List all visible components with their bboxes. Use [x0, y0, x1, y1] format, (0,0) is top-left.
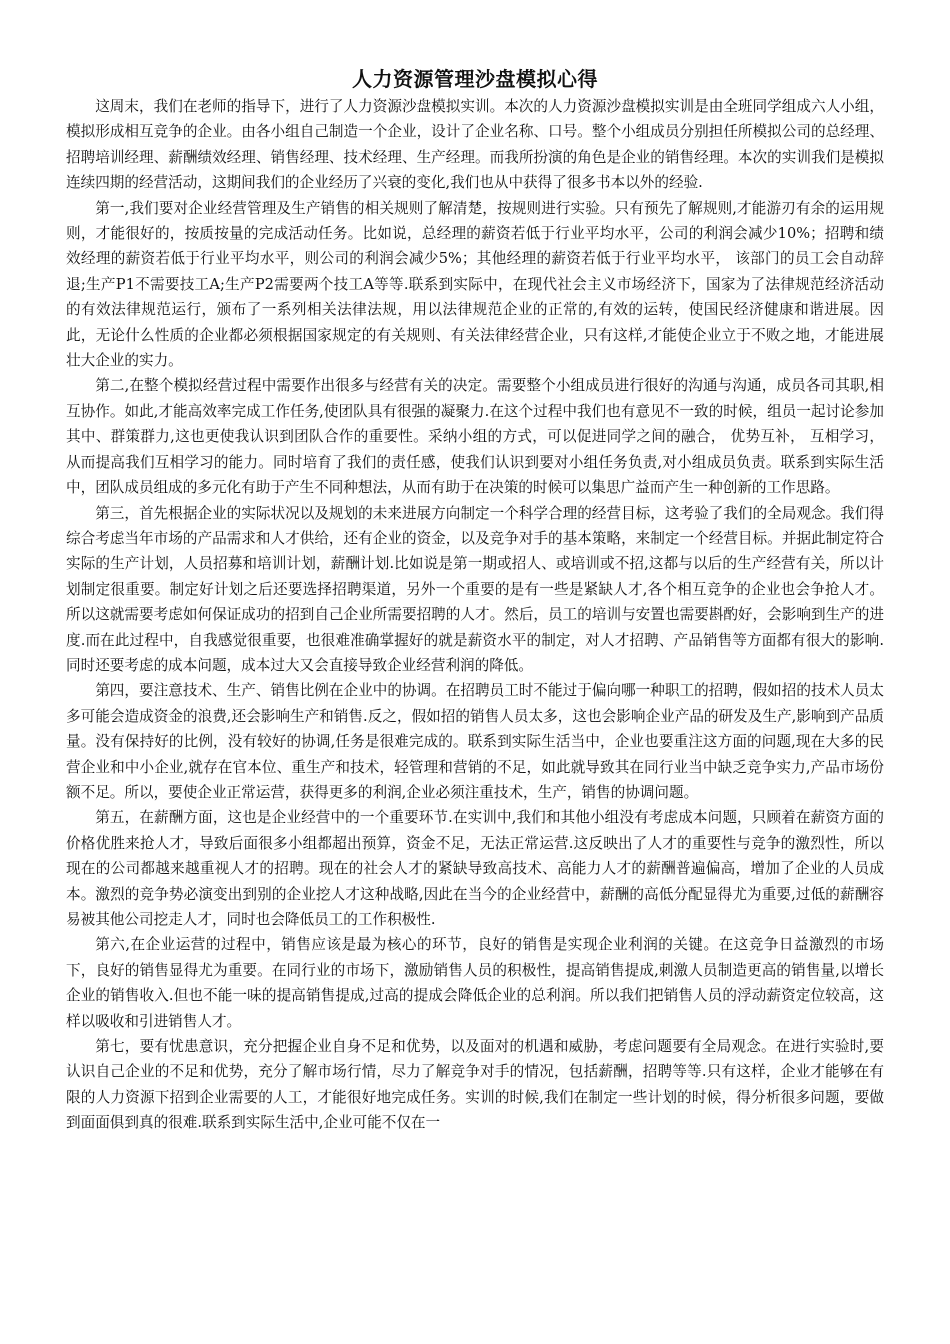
document-body [66, 94, 884, 1136]
paragraph-fourth-point: 第四，要注意技术、生产、销售比例在企业中的协调。在招聘员工时不能过于偏向哪一种职工的招聘，假如招的技术人员太多可能会造成资金的浪费,还会影响生产和销售.反之，假如招的销售人员太多，这也会影响企业产品的研发及生产,影响到产品质量。没有保持好的比例，没有较好的协调,任务是很难完成的。联系到实际生活当中，企业也要重注这方面的问题,现在大多的民营企业和中小企业,就存在官本位、重生产和技术，轻管理和营销的不足，如此就导致其在同行业当中缺乏竞争实力,产品市场份额不足。所以，要使企业正常运营，获得更多的利润,企业必须注重技术，生产，销售的协调问题。 [66, 682, 884, 801]
paragraph-third-point: 第三，首先根据企业的实际状况以及规划的未来进展方向制定一个科学合理的经营目标，这考验了我们的全局观念。我们得综合考虑当年市场的产品需求和人才供给，还有企业的资金，以及竞争对手的基本策略，来制定一个经营目标。并据此制定符合实际的生产计划，人员招募和培训计划，薪酬计划.比如说是第一期或招人、或培训或不招,这都与以后的生产经营有关，所以计划制定很重要。制定好计划之后还要选择招聘渠道，另外一个重要的是有一些是紧缺人才,各个相互竞争的企业也会争抢人才。所以这就需要考虑如何保证成功的招到自己企业所需要招聘的人才。然后，员工的培训与安置也需要斟酌好，会影响到生产的进度.而在此过程中，自我感觉很重要，也很难准确掌握好的就是薪资水平的制定，对人才招聘、产品销售等方面都有很大的影响.同时还要考虑的成本问题，成本过大又会直接导致企业经营利润的降低。 [66, 504, 884, 674]
paragraph-intro: 这周末，我们在老师的指导下，进行了人力资源沙盘模拟实训。本次的人力资源沙盘模拟实训是由全班同学组成六人小组，模拟形成相互竞争的企业。由各小组自己制造一个企业，设计了企业名称、口号。整个小组成员分别担任所模拟公司的总经理、招聘培训经理、薪酬绩效经理、销售经理、技术经理、生产经理。而我所扮演的角色是企业的销售经理。本次的实训我们是模拟连续四期的经营活动，这期间我们的企业经历了兴衰的变化,我们也从中获得了很多书本以外的经验. [66, 98, 884, 192]
paragraph-fifth-point: 第五，在薪酬方面，这也是企业经营中的一个重要环节.在实训中,我们和其他小组没有考虑成本问题，只顾着在薪资方面的价格优胜来抢人才，导致后面很多小组都超出预算，资金不足，无法正常运营.这反映出了人才的重要性与竞争的激烈性，所以现在的公司都越来越重视人才的招聘。现在的社会人才的紧缺导致高技术、高能力人才的薪酬普遍偏高，增加了企业的人员成本。激烈的竞争势必演变出到别的企业挖人才这种战略,因此在当今的企业经营中，薪酬的高低分配显得尤为重要,过低的薪酬容易被其他公司挖走人才，同时也会降低员工的工作积极性. [66, 809, 884, 928]
document-title: 人力资源管理沙盘模拟心得 [352, 67, 598, 91]
paragraph-second-point: 第二,在整个模拟经营过程中需要作出很多与经营有关的决定。需要整个小组成员进行很好的沟通与沟通，成员各司其职,相互协作。如此,才能高效率完成工作任务,使团队具有很强的凝聚力.在这个过程中我们也有意见不一致的时候，组员一起讨论参加其中、群策群力,这也更使我认识到团队合作的重要性。采纳小组的方式，可以促进同学之间的融合， 优势互补， 互相学习， 从而提高我们互相学习的能力。同时培育了我们的责任感，使我们认识到要对小组任务负责,对小组成员负责。联系到实际生活中，团队成员组成的多元化有助于产生不同种想法，从而有助于在决策的时候可以集思广益而产生一种创新的工作思路。 [66, 377, 884, 497]
paragraph-seventh-point: 第七，要有忧患意识，充分把握企业自身不足和优势，以及面对的机遇和威胁，考虑问题要有全局观念。在进行实验时,要认识自己企业的不足和优势，充分了解市场行情，尽力了解竞争对手的情况，包括薪酬，招聘等等.只有这样，企业才能够在有限的人力资源下招到企业需要的人工，才能很好地完成任务。实训的时候,我们在制定一些计划的时候，得分析很多问题，要做到面面俱到真的很难.联系到实际生活中,企业可能不仅在一 [66, 1038, 884, 1132]
paragraph-first-point: 第一,我们要对企业经营管理及生产销售的相关规则了解清楚，按规则进行实验。只有预先了解规则,才能游刃有余的运用规则，才能很好的，按质按量的完成活动任务。比如说，总经理的薪资若低于行业平均水平，公司的利润会减少10%；招聘和绩效经理的薪资若低于行业平均水平，则公司的利润会减少5%；其他经理的薪资若低于行业平均水平， 该部门的员工会自动辞退;生产P1不需要技工A;生产P2需要两个技工A等等.联系到实际中，在现代社会主义市场经济下，国家为了法律规范经济活动的有效法律规范运行，颁布了一系列相关法律法规，用以法律规范企业的正常的,有效的运转，使国民经济健康和谐进展。因此，无论什么性质的企业都必须根据国家规定的有关规则、有关法律经营企业，只有这样,才能使企业立于不败之地，才能进展壮大企业的实力。 [66, 199, 884, 370]
paragraph-sixth-point: 第六,在企业运营的过程中，销售应该是最为核心的环节，良好的销售是实现企业利润的关键。在这竞争日益激烈的市场下，良好的销售显得尤为重要。在同行业的市场下，激励销售人员的积极性，提高销售提成,刺激人员制造更高的销售量,以增长企业的销售收入.但也不能一味的提高销售提成,过高的提成会降低企业的总利润。所以我们把销售人员的浮动薪资定位较高，这样以吸收和引进销售人才。 [66, 936, 884, 1030]
